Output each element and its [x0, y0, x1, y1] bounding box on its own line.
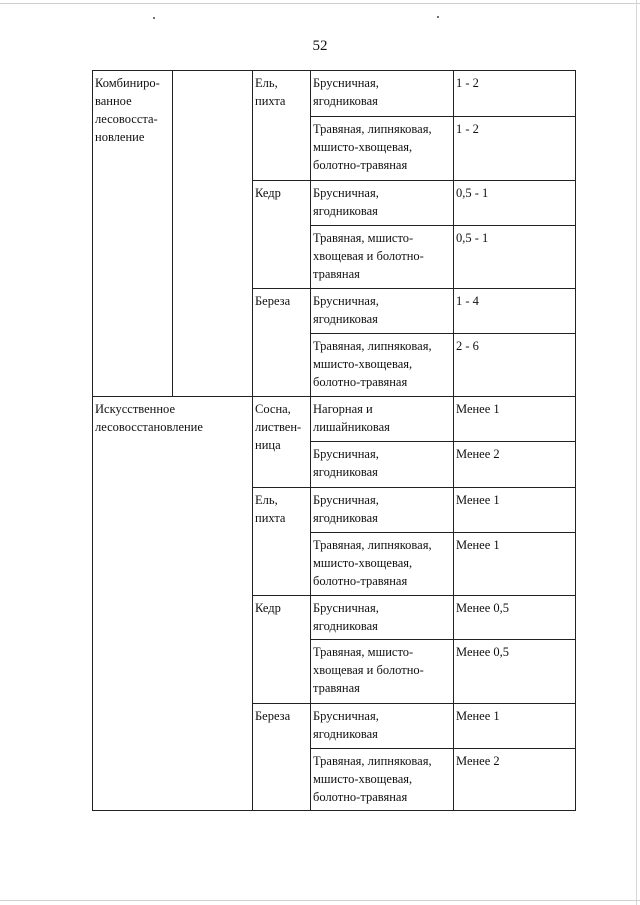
forest-type-cell: Травяная, липняковая, мшисто-хвощевая, болотно-травяная [313, 122, 432, 172]
method-label: Искусственное лесовосстановление [95, 402, 203, 434]
column-divider-inner [172, 70, 173, 396]
forest-type-cell: Брусничная, ягодниковая [313, 294, 379, 326]
forest-type-cell: Брусничная, ягодниковая [313, 709, 379, 741]
forest-type-cell: Брусничная, ягодниковая [313, 76, 379, 108]
forest-type-cell: Травяная, липняковая, мшисто-хвощевая, болотно-травяная [313, 538, 432, 588]
forest-type-cell: Брусничная, ягодниковая [313, 447, 379, 479]
forest-type-cell: Нагорная и лишайниковая [313, 402, 390, 434]
value-cell: Менее 1 [456, 709, 500, 723]
table-border-left [92, 70, 93, 810]
value-cell: 0,5 - 1 [456, 231, 489, 245]
scan-right-edge [636, 0, 637, 905]
value-cell: 0,5 - 1 [456, 186, 489, 200]
species-label: Ель, пихта [255, 76, 286, 108]
value-cell: Менее 1 [456, 538, 500, 552]
value-cell: Менее 2 [456, 447, 500, 461]
value-cell: Менее 2 [456, 754, 500, 768]
species-label: Береза [255, 294, 291, 308]
forest-type-cell: Брусничная, ягодниковая [313, 186, 379, 218]
forest-type-cell: Брусничная, ягодниковая [313, 493, 379, 525]
value-cell: Менее 1 [456, 402, 500, 416]
value-cell: 2 - 6 [456, 339, 479, 353]
forest-type-cell: Травяная, липняковая, мшисто-хвощевая, болотно-травяная [313, 339, 432, 389]
species-label: Кедр [255, 186, 281, 200]
table-border-bottom [92, 810, 576, 811]
value-cell: Менее 1 [456, 493, 500, 507]
method-label: Комбиниро- ванное лесовосста- новление [95, 76, 160, 144]
species-label: Береза [255, 709, 291, 723]
value-cell: Менее 0,5 [456, 645, 510, 659]
scan-bottom-edge [0, 900, 640, 901]
forest-type-cell: Брусничная, ягодниковая [313, 601, 379, 633]
page-number: 52 [312, 38, 328, 54]
value-cell: 1 - 4 [456, 294, 479, 308]
value-cell: Менее 0,5 [456, 601, 510, 615]
scan-speck [437, 16, 439, 18]
forest-type-cell: Травяная, мшисто- хвощевая и болотно- травяная [313, 645, 424, 695]
scan-top-edge [0, 3, 640, 4]
forest-type-cell: Травяная, мшисто- хвощевая и болотно- травяная [313, 231, 424, 281]
scan-speck [153, 17, 155, 19]
value-cell: 1 - 2 [456, 122, 479, 136]
species-label: Кедр [255, 601, 281, 615]
table-border-right [575, 70, 576, 810]
forest-type-cell: Травяная, липняковая, мшисто-хвощевая, болотно-травяная [313, 754, 432, 804]
value-cell: 1 - 2 [456, 76, 479, 90]
species-label: Ель, пихта [255, 493, 286, 525]
species-label: Сосна, листвен- ница [255, 402, 302, 452]
